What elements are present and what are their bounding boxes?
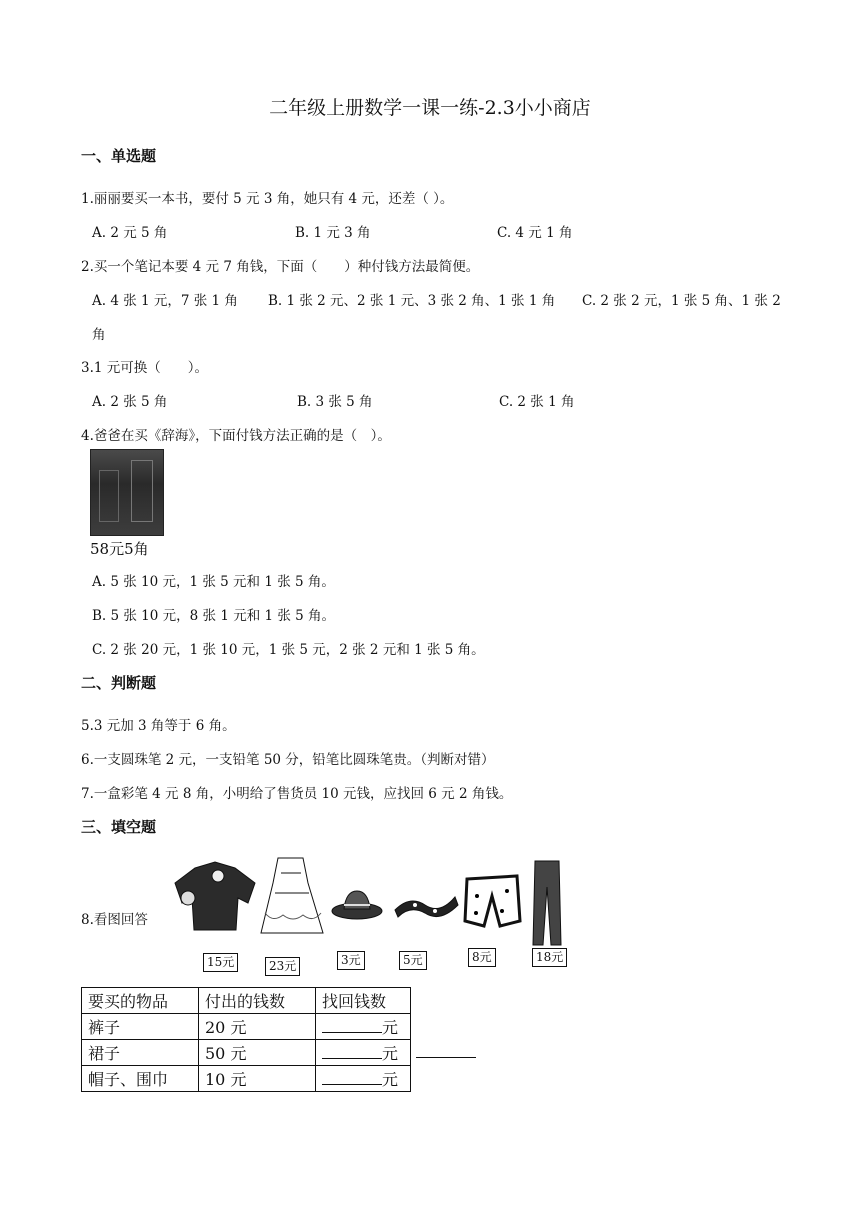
question-4-option-a: A. 5 张 10 元，1 张 5 元和 1 张 5 角。 (92, 574, 335, 590)
document-title: 二年级上册数学一课一练-2.3小小商店 (269, 97, 591, 119)
hat-icon (330, 885, 385, 925)
question-1-stem: 1.丽丽要买一本书，要付 5 元 3 角，她只有 4 元，还差（ ）。 (81, 191, 454, 207)
price-tag-hat: 3元 (337, 951, 365, 970)
unit-label: 元 (382, 1070, 399, 1089)
table-header: 要买的物品 (82, 988, 199, 1014)
shirt-icon (170, 858, 260, 936)
question-1-option-b: B. 1 元 3 角 (295, 225, 371, 241)
question-4-option-c: C. 2 张 20 元，1 张 10 元，1 张 5 元，2 张 2 元和 1 张 5 角。 (92, 642, 485, 658)
clothing-items-picture (165, 853, 585, 973)
question-1-option-a: A. 2 元 5 角 (92, 225, 168, 241)
question-2-option-a: A. 4 张 1 元，7 张 1 角 (92, 293, 238, 309)
question-3-option-a: A. 2 张 5 角 (92, 394, 168, 410)
table-row (82, 1040, 411, 1066)
question-4-stem: 4.爸爸在买《辞海》，下面付钱方法正确的是（ ）。 (81, 428, 391, 444)
price-tag-shorts: 8元 (468, 948, 496, 967)
unit-label: 元 (382, 1044, 399, 1063)
table-header: 付出的钱数 (199, 988, 316, 1014)
section-heading-judge: 二、判断题 (81, 674, 157, 692)
section-heading-choice: 一、单选题 (81, 147, 157, 165)
question-6: 6.一支圆珠笔 2 元，一支铅笔 50 分，铅笔比圆珠笔贵。（判断对错） (81, 752, 495, 768)
table-row (82, 1066, 411, 1092)
question-2-option-c: C. 2 张 2 元，1 张 5 角、1 张 2 (582, 293, 781, 309)
price-tag-scarf: 5元 (399, 951, 427, 970)
book-price-label: 58元5角 (90, 540, 149, 558)
answer-blank[interactable] (322, 1044, 382, 1059)
shorts-icon (462, 871, 522, 931)
question-5: 5.3 元加 3 角等于 6 角。 (81, 718, 236, 734)
question-8-stem: 8.看图回答 (81, 912, 148, 928)
question-2-option-b: B. 1 张 2 元、2 张 1 元、3 张 2 角、1 张 1 角 (268, 293, 556, 309)
price-tag-pants: 18元 (532, 948, 567, 967)
purchase-table (81, 987, 411, 1092)
section-heading-fill: 三、填空题 (81, 818, 157, 836)
table-header: 找回钱数 (316, 988, 411, 1014)
table-cell-item: 裤子 (82, 1014, 199, 1040)
answer-blank[interactable] (322, 1018, 382, 1033)
table-cell-change[interactable] (316, 1014, 411, 1040)
table-cell-paid: 50 元 (199, 1040, 316, 1066)
table-cell-item: 帽子、围巾 (82, 1066, 199, 1092)
dictionary-book-image (90, 449, 164, 536)
unit-label: 元 (382, 1018, 399, 1037)
question-7: 7.一盒彩笔 4 元 8 角，小明给了售货员 10 元钱，应找回 6 元 2 角钱。 (81, 786, 513, 802)
answer-blank[interactable] (322, 1070, 382, 1085)
question-2-stem: 2.买一个笔记本要 4 元 7 角钱，下面（ ）种付钱方法最简便。 (81, 259, 480, 275)
pants-icon (527, 857, 567, 947)
scarf-icon (390, 885, 460, 925)
table-cell-change[interactable] (316, 1066, 411, 1092)
table-cell-item: 裙子 (82, 1040, 199, 1066)
table-row (82, 1014, 411, 1040)
skirt-icon (253, 853, 331, 943)
question-1-option-c: C. 4 元 1 角 (497, 225, 573, 241)
price-tag-skirt: 23元 (265, 957, 300, 976)
table-cell-paid: 10 元 (199, 1066, 316, 1092)
price-tag-shirt: 15元 (203, 953, 238, 972)
question-3-stem: 3.1 元可换（ ）。 (81, 360, 209, 376)
table-cell-change[interactable] (316, 1040, 411, 1066)
question-3-option-c: C. 2 张 1 角 (499, 394, 575, 410)
question-4-option-b: B. 5 张 10 元，8 张 1 元和 1 张 5 角。 (92, 608, 336, 624)
table-header-row (82, 988, 411, 1014)
trailing-answer-line[interactable] (416, 1057, 476, 1058)
table-cell-paid: 20 元 (199, 1014, 316, 1040)
question-2-option-c-continued: 角 (92, 327, 106, 343)
question-3-option-b: B. 3 张 5 角 (297, 394, 373, 410)
